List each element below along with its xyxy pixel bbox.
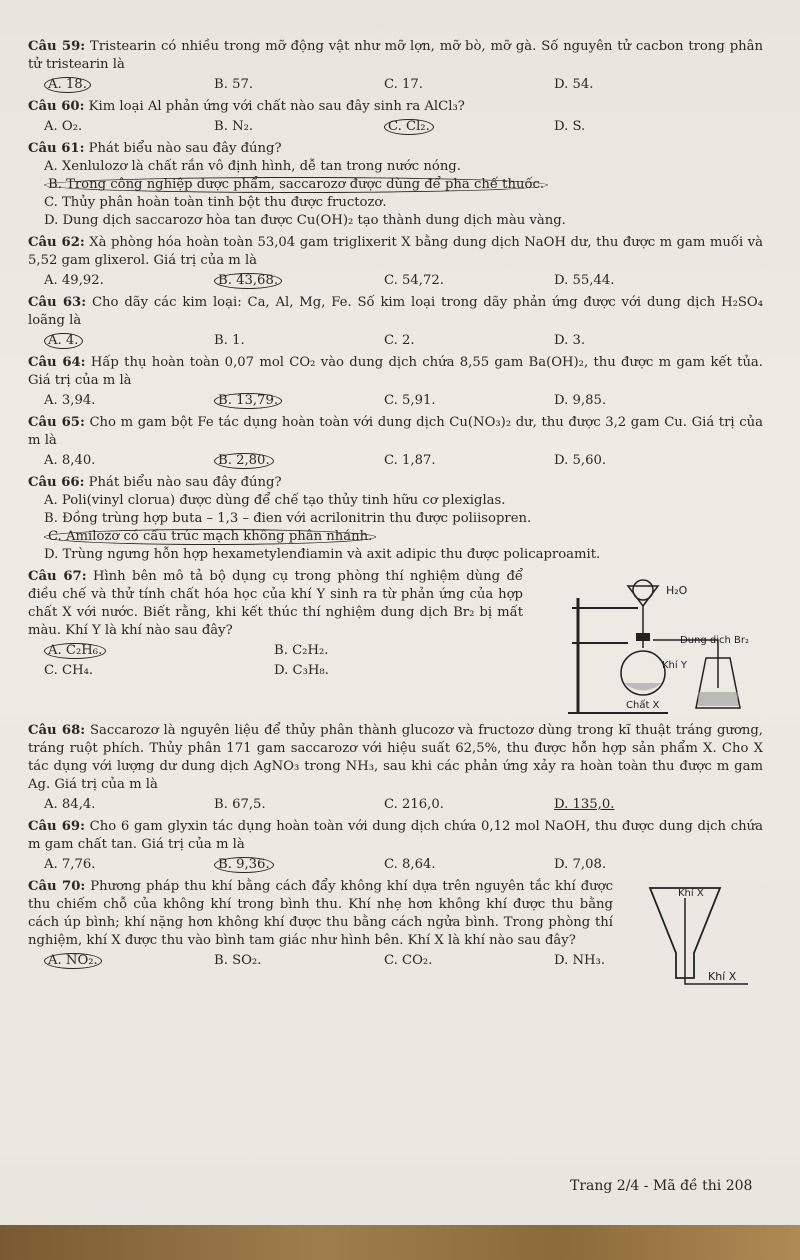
question-62 [28, 234, 763, 290]
exam-content [28, 38, 763, 983]
question-number: Câu 62: [28, 235, 85, 250]
question-text: Cho 6 gam glyxin tác dụng hoàn toàn với dung dịch chứa 0,12 mol NaOH, thu được dung dịch chứa m gam chất tan. Giá trị của m là [28, 819, 763, 852]
question-number: Câu 60: [28, 99, 85, 114]
option-c: C. 1,87. [384, 453, 436, 468]
option-c: C. 5,91. [384, 393, 436, 408]
option-d: D. Trùng ngưng hỗn hợp hexametylenđiamin và axit adipic thu được policaproamit. [44, 547, 601, 562]
question-number: Câu 59: [28, 39, 86, 54]
question-text: Hình bên mô tả bộ dụng cụ trong phòng thí nghiệm dùng để điều chế và thử tính chất hóa học của khí Y sinh ra từ phản ứng của hợp chất X với nước. Biết rằng, khi kết thúc thí nghiệm dung dịch Br₂ bị mất màu. Khí Y là khí nào sau đây? [28, 569, 523, 638]
option-d: D. 5,60. [554, 453, 607, 468]
option-c: C. CH₄. [44, 663, 94, 678]
table-surface [0, 1225, 800, 1260]
label-chat-x: Chất X [626, 700, 660, 711]
label-gas-y: Khí Y [662, 660, 687, 671]
option-b: B. N₂. [214, 119, 254, 134]
label-gas-x-bottom: Khí X [708, 970, 737, 983]
option-c: C. 8,64. [384, 857, 436, 872]
question-64 [28, 354, 763, 410]
question-number: Câu 69: [28, 819, 85, 834]
question-number: Câu 66: [28, 475, 85, 490]
option-c: C. Amilozơ có cấu trúc mạch không phân nhánh. [44, 529, 376, 545]
option-a: A. C₂H₆. [44, 643, 106, 659]
option-d: D. 7,08. [554, 857, 607, 872]
option-c: C. 216,0. [384, 797, 444, 812]
option-b: B. SO₂. [214, 953, 262, 968]
question-number: Câu 67: [28, 569, 87, 584]
label-br2-solution: Dung dịch Br₂ [680, 635, 750, 646]
option-d: D. 9,85. [554, 393, 607, 408]
option-b: B. Đồng trùng hợp buta – 1,3 – đien với acrilonitrin thu được poliisopren. [44, 511, 532, 526]
option-a: A. 7,76. [44, 857, 96, 872]
option-a: A. NO₂. [44, 953, 102, 969]
option-b: B. 13,79. [214, 393, 282, 409]
question-number: Câu 68: [28, 723, 86, 738]
question-66 [28, 474, 763, 564]
option-a: A. 8,40. [44, 453, 96, 468]
question-text: Kim loại Al phản ứng với chất nào sau đây sinh ra AlCl₃? [88, 99, 465, 114]
question-text: Phát biểu nào sau đây đúng? [88, 475, 282, 490]
question-number: Câu 61: [28, 141, 85, 156]
question-text: Tristearin có nhiều trong mỡ động vật như mỡ lợn, mỡ bò, mỡ gà. Số nguyên tử cacbon trong phân tử tristearin là [28, 39, 763, 72]
option-a: A. Poli(vinyl clorua) được dùng để chế tạo thủy tinh hữu cơ plexiglas. [44, 493, 506, 508]
option-c: C. 54,72. [384, 273, 444, 288]
option-b: B. 9,36. [214, 857, 274, 873]
question-65 [28, 414, 763, 470]
question-text: Xà phòng hóa hoàn toàn 53,04 gam triglixerit X bằng dung dịch NaOH dư, thu được m gam muối và 5,52 gam glixerol. Giá trị của m là [28, 235, 763, 268]
option-d: D. S. [554, 119, 586, 134]
gas-collection-flask-figure [638, 878, 758, 988]
option-c: C. 2. [384, 333, 415, 348]
option-b: B. C₂H₂. [274, 643, 329, 658]
question-number: Câu 64: [28, 355, 86, 370]
option-d: D. 135,0. [554, 797, 615, 812]
label-gas-x-top: Khí X [678, 888, 704, 899]
option-b: B. 43,68. [214, 273, 282, 289]
option-d: D. Dung dịch saccarozơ hòa tan được Cu(OH)₂ tạo thành dung dịch màu vàng. [44, 213, 566, 228]
option-d: D. 3. [554, 333, 586, 348]
gas-generation-apparatus-figure [558, 568, 763, 718]
question-70 [28, 878, 763, 983]
option-a: A. 18. [44, 77, 91, 93]
option-b: B. 2,80. [214, 453, 274, 469]
question-text: Cho dãy các kim loại: Ca, Al, Mg, Fe. Số kim loại trong dãy phản ứng được với dung dịch H₂SO₄ loãng là [28, 295, 763, 328]
question-text: Phương pháp thu khí bằng cách đẩy không khí dựa trên nguyên tắc khí được thu chiếm chỗ của không khí trong bình thu. Khí nhẹ hơn không khí được thu bằng cách úp bình; khí nặng hơn không khí được thu bằng cách ngửa bình. Trong phòng thí nghiệm, khí X được thu vào bình tam giác như hình bên. Khí X là khí nào sau đây? [28, 879, 613, 948]
question-59 [28, 38, 763, 94]
option-c: C. Thủy phân hoàn toàn tinh bột thu được fructozơ. [44, 195, 387, 210]
question-number: Câu 63: [28, 295, 87, 310]
option-b: B. 1. [214, 333, 245, 348]
option-d: D. 55,44. [554, 273, 615, 288]
option-a: A. Xenlulozơ là chất rắn vô định hình, dễ tan trong nước nóng. [44, 159, 461, 174]
option-c: C. CO₂. [384, 953, 433, 968]
option-a: A. 49,92. [44, 273, 104, 288]
question-number: Câu 70: [28, 879, 86, 894]
option-b: B. 57. [214, 77, 254, 92]
option-d: D. C₃H₈. [274, 663, 329, 678]
option-d: D. 54. [554, 77, 594, 92]
question-69 [28, 818, 763, 874]
option-d: D. NH₃. [554, 953, 606, 968]
option-b: B. Trong công nghiệp dược phẩm, saccarozơ được dùng để pha chế thuốc. [44, 177, 548, 193]
label-h2o: H₂O [666, 584, 688, 597]
option-a: A. 3,94. [44, 393, 96, 408]
question-text: Cho m gam bột Fe tác dụng hoàn toàn với dung dịch Cu(NO₃)₂ dư, thu được 3,2 gam Cu. Giá trị của m là [28, 415, 763, 448]
option-c: C. 17. [384, 77, 423, 92]
question-63 [28, 294, 763, 350]
page-footer: Trang 2/4 - Mã đề thi 208 [570, 1178, 753, 1194]
option-a: A. O₂. [44, 119, 83, 134]
option-c: C. Cl₂. [384, 119, 434, 135]
question-number: Câu 65: [28, 415, 85, 430]
option-a: A. 84,4. [44, 797, 96, 812]
option-b: B. 67,5. [214, 797, 266, 812]
question-text: Hấp thụ hoàn toàn 0,07 mol CO₂ vào dung dịch chứa 8,55 gam Ba(OH)₂, thu được m gam kết tủa. Giá trị của m là [28, 355, 763, 388]
question-68 [28, 722, 763, 814]
question-67 [28, 568, 763, 718]
question-text: Saccarozơ là nguyên liệu để thủy phân thành glucozơ và fructozơ dùng trong kĩ thuật tráng gương, tráng ruột phích. Thủy phân 171 gam saccarozơ với hiệu suất 62,5%, thu được hỗn hợp sản phẩm X. Cho X tác dụng với lượng dư dung dịch AgNO₃ trong NH₃, sau khi các phản ứng xảy ra hoàn toàn thu được m gam Ag. Giá trị của m là [28, 723, 763, 792]
option-a: A. 4. [44, 333, 83, 349]
question-60 [28, 98, 763, 136]
question-text: Phát biểu nào sau đây đúng? [88, 141, 282, 156]
question-61 [28, 140, 763, 230]
